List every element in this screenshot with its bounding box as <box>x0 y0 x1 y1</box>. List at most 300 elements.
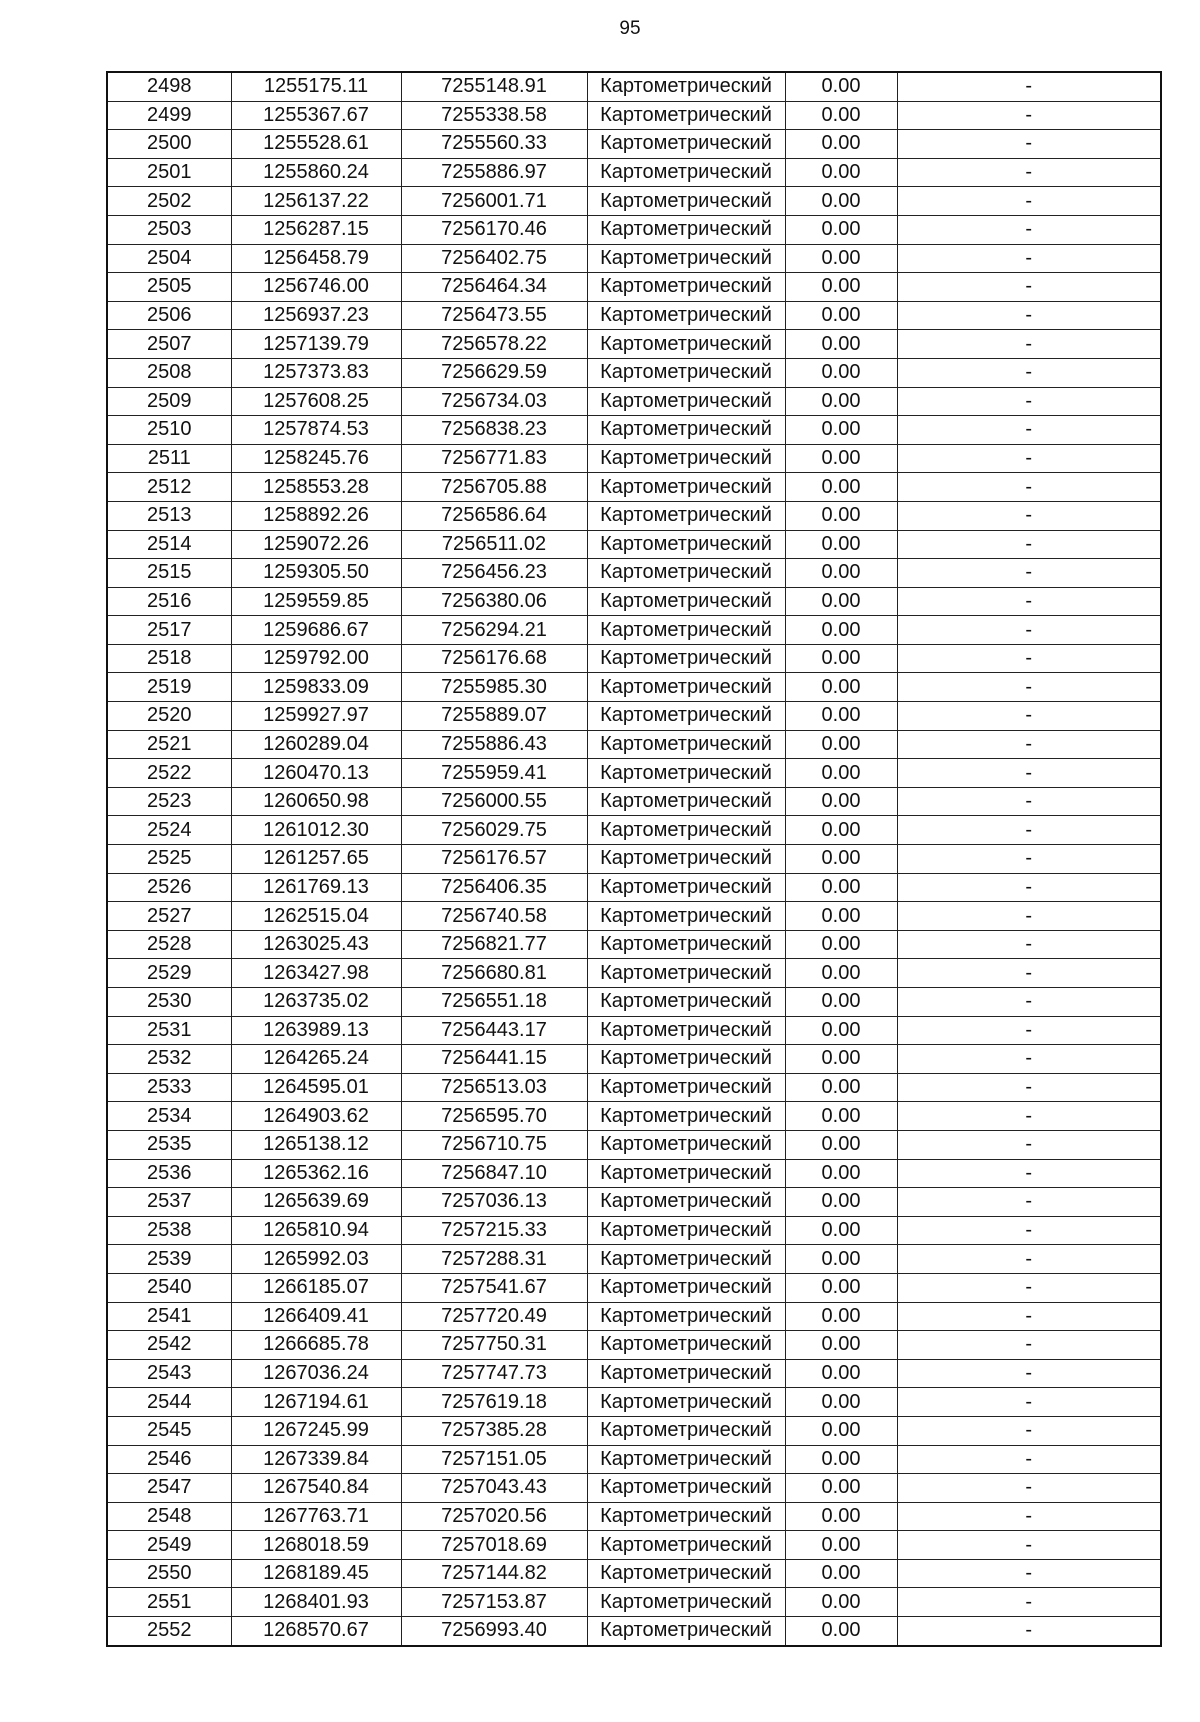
x-coordinate-cell: 1265992.03 <box>231 1245 401 1274</box>
method-cell: Картометрический <box>587 1130 785 1159</box>
point-number-cell: 2522 <box>107 759 231 788</box>
table-row <box>107 559 1161 588</box>
point-number-cell: 2538 <box>107 1216 231 1245</box>
x-coordinate-cell: 1255367.67 <box>231 101 401 130</box>
table-row <box>107 273 1161 302</box>
y-coordinate-cell: 7257288.31 <box>401 1245 587 1274</box>
x-coordinate-cell: 1268570.67 <box>231 1617 401 1646</box>
accuracy-cell: 0.00 <box>785 130 897 159</box>
accuracy-cell: 0.00 <box>785 930 897 959</box>
accuracy-cell: 0.00 <box>785 358 897 387</box>
accuracy-cell: 0.00 <box>785 1331 897 1360</box>
x-coordinate-cell: 1267245.99 <box>231 1416 401 1445</box>
x-coordinate-cell: 1259792.00 <box>231 644 401 673</box>
x-coordinate-cell: 1261012.30 <box>231 816 401 845</box>
table-row <box>107 1359 1161 1388</box>
description-cell: - <box>897 244 1161 273</box>
description-cell: - <box>897 444 1161 473</box>
point-number-cell: 2508 <box>107 358 231 387</box>
description-cell: - <box>897 1617 1161 1646</box>
x-coordinate-cell: 1259833.09 <box>231 673 401 702</box>
point-number-cell: 2516 <box>107 587 231 616</box>
x-coordinate-cell: 1261769.13 <box>231 873 401 902</box>
y-coordinate-cell: 7257720.49 <box>401 1302 587 1331</box>
method-cell: Картометрический <box>587 673 785 702</box>
x-coordinate-cell: 1256746.00 <box>231 273 401 302</box>
x-coordinate-cell: 1260289.04 <box>231 730 401 759</box>
accuracy-cell: 0.00 <box>785 988 897 1017</box>
y-coordinate-cell: 7255985.30 <box>401 673 587 702</box>
description-cell: - <box>897 1273 1161 1302</box>
x-coordinate-cell: 1265362.16 <box>231 1159 401 1188</box>
point-number-cell: 2527 <box>107 902 231 931</box>
method-cell: Картометрический <box>587 1359 785 1388</box>
description-cell: - <box>897 702 1161 731</box>
point-number-cell: 2530 <box>107 988 231 1017</box>
method-cell: Картометрический <box>587 1045 785 1074</box>
x-coordinate-cell: 1259305.50 <box>231 559 401 588</box>
point-number-cell: 2501 <box>107 158 231 187</box>
point-number-cell: 2517 <box>107 616 231 645</box>
accuracy-cell: 0.00 <box>785 158 897 187</box>
accuracy-cell: 0.00 <box>785 1045 897 1074</box>
table-row <box>107 1102 1161 1131</box>
x-coordinate-cell: 1261257.65 <box>231 845 401 874</box>
x-coordinate-cell: 1263025.43 <box>231 930 401 959</box>
point-number-cell: 2499 <box>107 101 231 130</box>
table-row <box>107 1245 1161 1274</box>
x-coordinate-cell: 1258245.76 <box>231 444 401 473</box>
method-cell: Картометрический <box>587 1531 785 1560</box>
method-cell: Картометрический <box>587 1073 785 1102</box>
table-row <box>107 1159 1161 1188</box>
y-coordinate-cell: 7257020.56 <box>401 1502 587 1531</box>
table-row <box>107 1502 1161 1531</box>
description-cell: - <box>897 559 1161 588</box>
x-coordinate-cell: 1259927.97 <box>231 702 401 731</box>
accuracy-cell: 0.00 <box>785 1302 897 1331</box>
method-cell: Картометрический <box>587 902 785 931</box>
y-coordinate-cell: 7256595.70 <box>401 1102 587 1131</box>
point-number-cell: 2514 <box>107 530 231 559</box>
accuracy-cell: 0.00 <box>785 759 897 788</box>
accuracy-cell: 0.00 <box>785 673 897 702</box>
description-cell: - <box>897 330 1161 359</box>
x-coordinate-cell: 1258892.26 <box>231 501 401 530</box>
description-cell: - <box>897 1102 1161 1131</box>
point-number-cell: 2526 <box>107 873 231 902</box>
method-cell: Картометрический <box>587 1474 785 1503</box>
x-coordinate-cell: 1260650.98 <box>231 787 401 816</box>
accuracy-cell: 0.00 <box>785 1531 897 1560</box>
point-number-cell: 2513 <box>107 501 231 530</box>
table-row <box>107 1617 1161 1646</box>
description-cell: - <box>897 845 1161 874</box>
x-coordinate-cell: 1260470.13 <box>231 759 401 788</box>
description-cell: - <box>897 130 1161 159</box>
point-number-cell: 2536 <box>107 1159 231 1188</box>
point-number-cell: 2547 <box>107 1474 231 1503</box>
table-row <box>107 1216 1161 1245</box>
y-coordinate-cell: 7255886.43 <box>401 730 587 759</box>
accuracy-cell: 0.00 <box>785 1130 897 1159</box>
method-cell: Картометрический <box>587 702 785 731</box>
table-row <box>107 730 1161 759</box>
table-row <box>107 416 1161 445</box>
description-cell: - <box>897 158 1161 187</box>
point-number-cell: 2507 <box>107 330 231 359</box>
y-coordinate-cell: 7256680.81 <box>401 959 587 988</box>
y-coordinate-cell: 7256993.40 <box>401 1617 587 1646</box>
description-cell: - <box>897 1502 1161 1531</box>
table-row <box>107 1331 1161 1360</box>
description-cell: - <box>897 101 1161 130</box>
point-number-cell: 2529 <box>107 959 231 988</box>
x-coordinate-cell: 1257608.25 <box>231 387 401 416</box>
y-coordinate-cell: 7257619.18 <box>401 1388 587 1417</box>
y-coordinate-cell: 7255148.91 <box>401 72 587 101</box>
description-cell: - <box>897 730 1161 759</box>
point-number-cell: 2531 <box>107 1016 231 1045</box>
accuracy-cell: 0.00 <box>785 273 897 302</box>
y-coordinate-cell: 7256294.21 <box>401 616 587 645</box>
method-cell: Картометрический <box>587 1617 785 1646</box>
description-cell: - <box>897 1016 1161 1045</box>
x-coordinate-cell: 1267036.24 <box>231 1359 401 1388</box>
accuracy-cell: 0.00 <box>785 444 897 473</box>
description-cell: - <box>897 473 1161 502</box>
method-cell: Картометрический <box>587 530 785 559</box>
y-coordinate-cell: 7256710.75 <box>401 1130 587 1159</box>
x-coordinate-cell: 1257373.83 <box>231 358 401 387</box>
x-coordinate-cell: 1268018.59 <box>231 1531 401 1560</box>
accuracy-cell: 0.00 <box>785 1588 897 1617</box>
method-cell: Картометрический <box>587 187 785 216</box>
point-number-cell: 2502 <box>107 187 231 216</box>
method-cell: Картометрический <box>587 616 785 645</box>
x-coordinate-cell: 1263427.98 <box>231 959 401 988</box>
method-cell: Картометрический <box>587 130 785 159</box>
method-cell: Картометрический <box>587 244 785 273</box>
accuracy-cell: 0.00 <box>785 1159 897 1188</box>
description-cell: - <box>897 816 1161 845</box>
method-cell: Картометрический <box>587 1188 785 1217</box>
table-row <box>107 444 1161 473</box>
accuracy-cell: 0.00 <box>785 244 897 273</box>
accuracy-cell: 0.00 <box>785 1445 897 1474</box>
point-number-cell: 2505 <box>107 273 231 302</box>
table-row <box>107 702 1161 731</box>
x-coordinate-cell: 1264265.24 <box>231 1045 401 1074</box>
description-cell: - <box>897 1331 1161 1360</box>
point-number-cell: 2548 <box>107 1502 231 1531</box>
method-cell: Картометрический <box>587 1588 785 1617</box>
point-number-cell: 2504 <box>107 244 231 273</box>
point-number-cell: 2550 <box>107 1559 231 1588</box>
y-coordinate-cell: 7255889.07 <box>401 702 587 731</box>
table-row <box>107 1445 1161 1474</box>
table-row <box>107 1016 1161 1045</box>
description-cell: - <box>897 1073 1161 1102</box>
y-coordinate-cell: 7257043.43 <box>401 1474 587 1503</box>
table-row <box>107 1302 1161 1331</box>
x-coordinate-cell: 1256458.79 <box>231 244 401 273</box>
point-number-cell: 2545 <box>107 1416 231 1445</box>
method-cell: Картометрический <box>587 988 785 1017</box>
table-row <box>107 1388 1161 1417</box>
x-coordinate-cell: 1265810.94 <box>231 1216 401 1245</box>
method-cell: Картометрический <box>587 873 785 902</box>
point-number-cell: 2511 <box>107 444 231 473</box>
description-cell: - <box>897 616 1161 645</box>
point-number-cell: 2510 <box>107 416 231 445</box>
table-row <box>107 358 1161 387</box>
point-number-cell: 2543 <box>107 1359 231 1388</box>
y-coordinate-cell: 7256511.02 <box>401 530 587 559</box>
accuracy-cell: 0.00 <box>785 1245 897 1274</box>
point-number-cell: 2519 <box>107 673 231 702</box>
y-coordinate-cell: 7256821.77 <box>401 930 587 959</box>
table-row <box>107 845 1161 874</box>
description-cell: - <box>897 930 1161 959</box>
description-cell: - <box>897 1416 1161 1445</box>
y-coordinate-cell: 7257750.31 <box>401 1331 587 1360</box>
description-cell: - <box>897 273 1161 302</box>
x-coordinate-cell: 1256137.22 <box>231 187 401 216</box>
point-number-cell: 2539 <box>107 1245 231 1274</box>
accuracy-cell: 0.00 <box>785 387 897 416</box>
table-row <box>107 616 1161 645</box>
description-cell: - <box>897 1045 1161 1074</box>
point-number-cell: 2549 <box>107 1531 231 1560</box>
x-coordinate-cell: 1265138.12 <box>231 1130 401 1159</box>
description-cell: - <box>897 1159 1161 1188</box>
point-number-cell: 2541 <box>107 1302 231 1331</box>
table-row <box>107 1588 1161 1617</box>
description-cell: - <box>897 301 1161 330</box>
point-number-cell: 2533 <box>107 1073 231 1102</box>
table-row <box>107 902 1161 931</box>
table-row <box>107 158 1161 187</box>
y-coordinate-cell: 7257153.87 <box>401 1588 587 1617</box>
accuracy-cell: 0.00 <box>785 416 897 445</box>
point-number-cell: 2544 <box>107 1388 231 1417</box>
y-coordinate-cell: 7256176.57 <box>401 845 587 874</box>
y-coordinate-cell: 7256464.34 <box>401 273 587 302</box>
point-number-cell: 2503 <box>107 215 231 244</box>
x-coordinate-cell: 1263989.13 <box>231 1016 401 1045</box>
accuracy-cell: 0.00 <box>785 702 897 731</box>
accuracy-cell: 0.00 <box>785 587 897 616</box>
method-cell: Картометрический <box>587 587 785 616</box>
point-number-cell: 2520 <box>107 702 231 731</box>
accuracy-cell: 0.00 <box>785 1102 897 1131</box>
description-cell: - <box>897 416 1161 445</box>
description-cell: - <box>897 959 1161 988</box>
table-row <box>107 1273 1161 1302</box>
method-cell: Картометрический <box>587 730 785 759</box>
accuracy-cell: 0.00 <box>785 187 897 216</box>
y-coordinate-cell: 7256734.03 <box>401 387 587 416</box>
method-cell: Картометрический <box>587 330 785 359</box>
description-cell: - <box>897 1216 1161 1245</box>
x-coordinate-cell: 1264595.01 <box>231 1073 401 1102</box>
method-cell: Картометрический <box>587 787 785 816</box>
description-cell: - <box>897 1474 1161 1503</box>
accuracy-cell: 0.00 <box>785 1188 897 1217</box>
point-number-cell: 2532 <box>107 1045 231 1074</box>
method-cell: Картометрический <box>587 1216 785 1245</box>
y-coordinate-cell: 7256443.17 <box>401 1016 587 1045</box>
y-coordinate-cell: 7257747.73 <box>401 1359 587 1388</box>
y-coordinate-cell: 7256513.03 <box>401 1073 587 1102</box>
method-cell: Картометрический <box>587 1445 785 1474</box>
y-coordinate-cell: 7256380.06 <box>401 587 587 616</box>
description-cell: - <box>897 387 1161 416</box>
point-number-cell: 2540 <box>107 1273 231 1302</box>
description-cell: - <box>897 1531 1161 1560</box>
point-number-cell: 2506 <box>107 301 231 330</box>
table-row <box>107 959 1161 988</box>
accuracy-cell: 0.00 <box>785 1474 897 1503</box>
x-coordinate-cell: 1264903.62 <box>231 1102 401 1131</box>
method-cell: Картометрический <box>587 273 785 302</box>
y-coordinate-cell: 7256456.23 <box>401 559 587 588</box>
y-coordinate-cell: 7257144.82 <box>401 1559 587 1588</box>
y-coordinate-cell: 7257385.28 <box>401 1416 587 1445</box>
y-coordinate-cell: 7256740.58 <box>401 902 587 931</box>
method-cell: Картометрический <box>587 845 785 874</box>
accuracy-cell: 0.00 <box>785 902 897 931</box>
method-cell: Картометрический <box>587 559 785 588</box>
accuracy-cell: 0.00 <box>785 530 897 559</box>
table-row <box>107 587 1161 616</box>
x-coordinate-cell: 1268401.93 <box>231 1588 401 1617</box>
x-coordinate-cell: 1266685.78 <box>231 1331 401 1360</box>
x-coordinate-cell: 1259686.67 <box>231 616 401 645</box>
table-row <box>107 101 1161 130</box>
table-row <box>107 473 1161 502</box>
x-coordinate-cell: 1267194.61 <box>231 1388 401 1417</box>
table-row <box>107 1188 1161 1217</box>
y-coordinate-cell: 7257151.05 <box>401 1445 587 1474</box>
y-coordinate-cell: 7256029.75 <box>401 816 587 845</box>
point-number-cell: 2521 <box>107 730 231 759</box>
y-coordinate-cell: 7256402.75 <box>401 244 587 273</box>
description-cell: - <box>897 873 1161 902</box>
description-cell: - <box>897 587 1161 616</box>
method-cell: Картометрический <box>587 473 785 502</box>
x-coordinate-cell: 1259072.26 <box>231 530 401 559</box>
table-row <box>107 759 1161 788</box>
point-number-cell: 2512 <box>107 473 231 502</box>
method-cell: Картометрический <box>587 1016 785 1045</box>
method-cell: Картометрический <box>587 416 785 445</box>
accuracy-cell: 0.00 <box>785 1359 897 1388</box>
table-row <box>107 130 1161 159</box>
accuracy-cell: 0.00 <box>785 1216 897 1245</box>
method-cell: Картометрический <box>587 501 785 530</box>
y-coordinate-cell: 7256847.10 <box>401 1159 587 1188</box>
method-cell: Картометрический <box>587 301 785 330</box>
accuracy-cell: 0.00 <box>785 873 897 902</box>
accuracy-cell: 0.00 <box>785 845 897 874</box>
table-row <box>107 1531 1161 1560</box>
method-cell: Картометрический <box>587 1388 785 1417</box>
method-cell: Картометрический <box>587 930 785 959</box>
description-cell: - <box>897 530 1161 559</box>
y-coordinate-cell: 7256629.59 <box>401 358 587 387</box>
accuracy-cell: 0.00 <box>785 330 897 359</box>
y-coordinate-cell: 7256473.55 <box>401 301 587 330</box>
table-row <box>107 187 1161 216</box>
description-cell: - <box>897 358 1161 387</box>
accuracy-cell: 0.00 <box>785 72 897 101</box>
description-cell: - <box>897 72 1161 101</box>
y-coordinate-cell: 7255338.58 <box>401 101 587 130</box>
description-cell: - <box>897 988 1161 1017</box>
accuracy-cell: 0.00 <box>785 1273 897 1302</box>
point-number-cell: 2546 <box>107 1445 231 1474</box>
table-row <box>107 72 1161 101</box>
point-number-cell: 2552 <box>107 1617 231 1646</box>
accuracy-cell: 0.00 <box>785 816 897 845</box>
accuracy-cell: 0.00 <box>785 1416 897 1445</box>
accuracy-cell: 0.00 <box>785 473 897 502</box>
method-cell: Картометрический <box>587 387 785 416</box>
point-number-cell: 2515 <box>107 559 231 588</box>
x-coordinate-cell: 1266409.41 <box>231 1302 401 1331</box>
method-cell: Картометрический <box>587 1245 785 1274</box>
y-coordinate-cell: 7256838.23 <box>401 416 587 445</box>
description-cell: - <box>897 1445 1161 1474</box>
table-row <box>107 1559 1161 1588</box>
point-number-cell: 2542 <box>107 1331 231 1360</box>
x-coordinate-cell: 1255860.24 <box>231 158 401 187</box>
description-cell: - <box>897 501 1161 530</box>
method-cell: Картометрический <box>587 158 785 187</box>
method-cell: Картометрический <box>587 72 785 101</box>
method-cell: Картометрический <box>587 1331 785 1360</box>
x-coordinate-cell: 1258553.28 <box>231 473 401 502</box>
description-cell: - <box>897 1188 1161 1217</box>
accuracy-cell: 0.00 <box>785 730 897 759</box>
x-coordinate-cell: 1262515.04 <box>231 902 401 931</box>
method-cell: Картометрический <box>587 358 785 387</box>
accuracy-cell: 0.00 <box>785 959 897 988</box>
y-coordinate-cell: 7257036.13 <box>401 1188 587 1217</box>
description-cell: - <box>897 187 1161 216</box>
table-row <box>107 301 1161 330</box>
point-number-cell: 2528 <box>107 930 231 959</box>
y-coordinate-cell: 7255959.41 <box>401 759 587 788</box>
y-coordinate-cell: 7256000.55 <box>401 787 587 816</box>
method-cell: Картометрический <box>587 959 785 988</box>
accuracy-cell: 0.00 <box>785 301 897 330</box>
y-coordinate-cell: 7256578.22 <box>401 330 587 359</box>
y-coordinate-cell: 7256551.18 <box>401 988 587 1017</box>
method-cell: Картометрический <box>587 1159 785 1188</box>
point-number-cell: 2537 <box>107 1188 231 1217</box>
point-number-cell: 2534 <box>107 1102 231 1131</box>
page-number: 95 <box>619 18 641 39</box>
method-cell: Картометрический <box>587 1559 785 1588</box>
description-cell: - <box>897 215 1161 244</box>
point-number-cell: 2498 <box>107 72 231 101</box>
y-coordinate-cell: 7256170.46 <box>401 215 587 244</box>
table-row <box>107 873 1161 902</box>
table-row <box>107 787 1161 816</box>
